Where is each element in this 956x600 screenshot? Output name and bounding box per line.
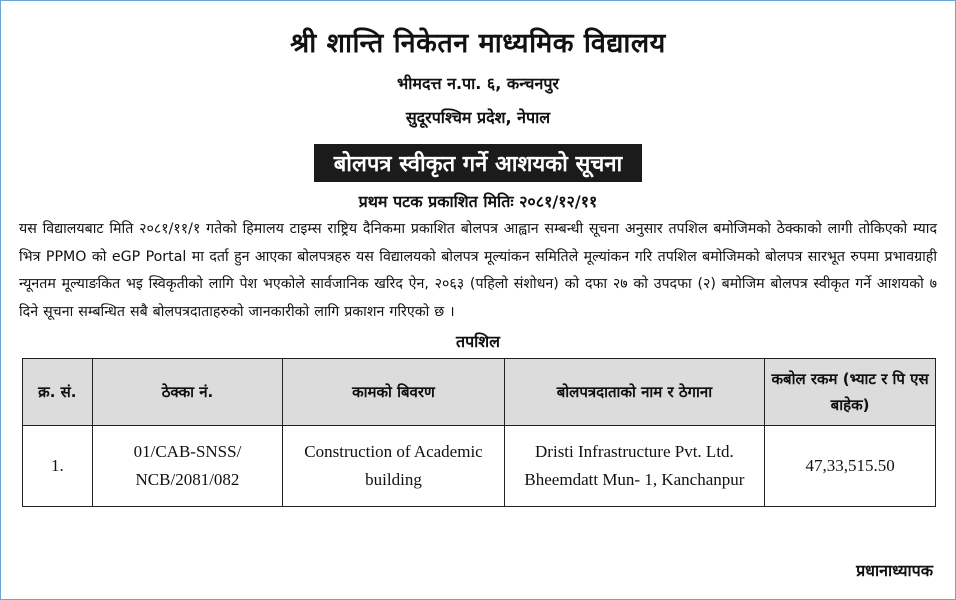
- table-header-row: [23, 359, 936, 426]
- cell-bidder: Dristi Infrastructure Pvt. Ltd. Bheemdatt Mun- 1, Kanchanpur: [504, 426, 764, 507]
- address-line-1: भीमदत्त न.पा. ६, कन्चनपुर: [397, 74, 559, 93]
- school-name: श्री शान्ति निकेतन माध्यमिक विद्यालय: [290, 28, 666, 59]
- header-sn: क्र. सं.: [23, 359, 93, 426]
- signature-principal: प्रधानाध्यापक: [856, 561, 933, 580]
- cell-sn: 1.: [23, 426, 93, 507]
- header-description: कामको बिवरण: [283, 359, 504, 426]
- notice-paragraph: यस विद्यालयबाट मिति २०८१/११/१ गतेको हिमालय टाइम्स राष्ट्रिय दैनिकमा प्रकाशित बोलपत्र आह्वान सम्बन्धी सूचना अनुसार तपशिल बमोजिमको ठेक्काको लागी तोकिएको म्याद भित्र PPMO को eGP Portal मा दर्ता हुन आएका बोलपत्रहरु यस विद्यालयको बोलपत्र मूल्यांकन समितिले मूल्यांकन गरि तपशिल बमोजिमको बोलपत्र सारभूत रुपमा प्रभावग्राही न्यूनतम मूल्याङकित भइ स्विकृतीको लागि पेश भएकोले सार्वजानिक खरिद ऐन, २०६३ (पहिलो संशोधन) को दफा २७ को उपदफा (२) बमोजिम बोलपत्र स्वीकृत गर्ने आशयको ७ दिने सूचना सम्बन्धित सबै बोलपत्रदाताहरुको जानकारीको लागि प्रकाशन गरिएको छ ।: [19, 221, 937, 320]
- table-caption: तपशिल: [455, 332, 501, 351]
- header-contract-no: ठेक्का नं.: [92, 359, 283, 426]
- header-amount: कबोल रकम (भ्याट र पि एस बाहेक): [765, 359, 936, 426]
- bid-schedule-table: [22, 358, 936, 507]
- table-row: [23, 426, 936, 507]
- cell-contract-no: 01/CAB-SNSS/ NCB/2081/082: [92, 426, 283, 507]
- notice-title-wrap: [19, 144, 937, 182]
- cell-description: Construction of Academic building: [283, 426, 504, 507]
- publication-date: प्रथम पटक प्रकाशित मितिः २०८१/१२/११: [358, 192, 598, 211]
- notice-title: बोलपत्र स्वीकृत गर्ने आशयको सूचना: [314, 144, 643, 182]
- cell-amount: 47,33,515.50: [765, 426, 936, 507]
- address-line-2: सुदूरपश्चिम प्रदेश, नेपाल: [405, 108, 551, 127]
- header-bidder: बोलपत्रदाताको नाम र ठेगाना: [504, 359, 764, 426]
